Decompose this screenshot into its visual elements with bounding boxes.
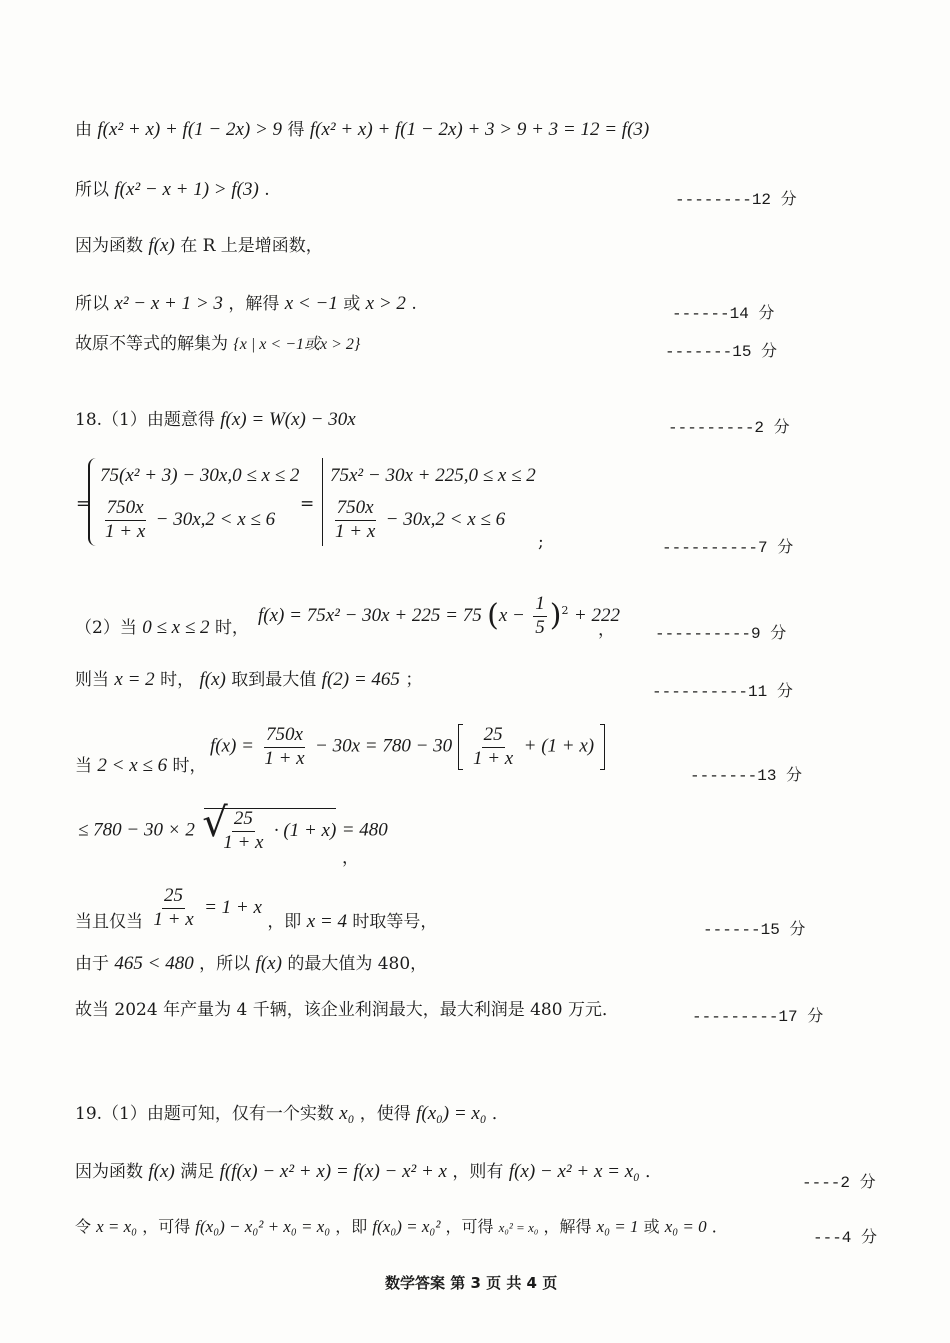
text: 的最大值为 480， [287, 954, 428, 974]
semicolon: ; [538, 532, 544, 552]
text: ，则有 [452, 1162, 504, 1182]
denominator: 5 [535, 616, 545, 638]
formula: x₀ = 1 [596, 1217, 639, 1236]
line-3 [75, 236, 323, 255]
fraction [151, 886, 195, 931]
text: 19.（1）由题可知，仅有一个实数 [75, 1104, 334, 1124]
l13-cond [75, 756, 207, 775]
line-15 [75, 886, 437, 931]
formula: x − [498, 604, 525, 626]
piece-eq-2: = [300, 494, 315, 514]
fraction [333, 498, 377, 543]
formula: + (1 + x) [523, 735, 595, 757]
formula: f(x) [199, 669, 226, 690]
score-11: ----------11 分 [652, 683, 793, 701]
text: 当且仅当 [75, 911, 143, 932]
formula: − 30x,2 < x ≤ 6 [385, 508, 506, 530]
text: 得 [287, 120, 305, 140]
q19-line-2 [75, 1162, 662, 1181]
text: ． [491, 1104, 509, 1124]
formula: 2 < x ≤ 6 [97, 755, 168, 776]
score-2a: ---------2 分 [668, 419, 790, 437]
piece2-row-1: 75x² − 30x + 225,0 ≤ x ≤ 2 [330, 465, 536, 486]
score-7: ----------7 分 [662, 539, 794, 557]
text: 或 [343, 294, 361, 314]
fraction [533, 594, 547, 639]
formula: f(x² + x) + f(1 − 2x) > 9 [97, 119, 283, 140]
paren-open: ( [487, 597, 499, 633]
paren-close: ) [549, 597, 562, 633]
formula: f(x² + x) + f(1 − 2x) + 3 > 9 + 3 = 12 = f(3) [309, 119, 650, 140]
q19-line-3 [75, 1218, 728, 1235]
formula: f(x) [148, 235, 175, 256]
text: 则当 [75, 670, 109, 690]
piece2-row-2 [330, 498, 505, 543]
text: 或 [643, 1217, 660, 1236]
l13-formula [210, 724, 605, 770]
denominator: 1 + x [223, 831, 264, 853]
ineq-comma: ， [342, 848, 359, 868]
score-14: ------14 分 [672, 305, 775, 323]
text: 18.（1）由题意得 [75, 410, 215, 430]
formula: f(f(x) − x² + x) = f(x) − x² + x [219, 1161, 447, 1182]
text: 令 [75, 1217, 92, 1236]
line-16 [75, 954, 427, 973]
formula: f(x² − x + 1) > f(3) [114, 179, 259, 200]
denominator: 1 + x [153, 908, 194, 930]
text: 时， [172, 756, 207, 776]
score-17: ---------17 分 [692, 1008, 824, 1026]
formula: x² − x + 1 > 3 [114, 293, 223, 314]
formula: f(x₀) = x₀² [372, 1217, 441, 1236]
denominator: 1 + x [105, 520, 146, 542]
bracket-open [458, 724, 463, 770]
bracket-close [600, 724, 605, 770]
page-footer: 数学答案 第 3 页 共 4 页 [385, 1274, 558, 1292]
sqrt [202, 800, 337, 854]
formula: x < −1 [284, 293, 338, 314]
brace-left-2 [322, 458, 329, 546]
formula: − 30x = 780 − 30 [315, 735, 453, 757]
numerator: 25 [232, 809, 255, 832]
numerator: 750x [105, 498, 146, 521]
q18-line [75, 410, 356, 429]
formula: = 480 [341, 819, 388, 841]
text: ； [405, 670, 423, 690]
formula: · (1 + x) [273, 819, 337, 841]
text: ． [645, 1162, 663, 1182]
fraction [103, 498, 147, 543]
formula: f(x₀) = x₀ [416, 1103, 487, 1124]
text: ． [711, 1217, 728, 1236]
formula: 0 ≤ x ≤ 2 [142, 617, 210, 638]
line-5 [75, 336, 360, 353]
formula: ≤ 780 − 30 × 2 [78, 819, 195, 841]
score-2b: ----2 分 [802, 1174, 876, 1192]
text: 时， [160, 670, 195, 690]
text: 所以 [75, 180, 109, 200]
text: 由于 [75, 954, 109, 974]
denominator: 1 + x [335, 520, 376, 542]
score-15a: -------15 分 [665, 343, 778, 361]
line-1 [75, 120, 649, 139]
line-2 [75, 180, 270, 199]
text: . [411, 294, 417, 314]
formula: x = x₀ [96, 1217, 138, 1236]
numerator: 750x [264, 725, 305, 748]
numerator: 25 [482, 725, 505, 748]
text: . [264, 180, 270, 200]
formula: f(x) = [210, 735, 254, 757]
formula: − 30x,2 < x ≤ 6 [155, 508, 276, 530]
fraction [471, 725, 515, 770]
formula: f(x) = 75x² − 30x + 225 = 75 [258, 604, 482, 626]
text: ，解得 [228, 294, 280, 314]
text: （2）当 [75, 618, 137, 638]
text: 所以 [75, 294, 109, 314]
formula: = 1 + x [204, 896, 262, 918]
text: ，即 [335, 1217, 368, 1236]
text: ，可得 [445, 1217, 494, 1236]
line-4 [75, 294, 417, 313]
formula: f(2) = 465 [321, 669, 400, 690]
p2-formula [258, 594, 620, 639]
text: 时取等号， [352, 911, 438, 932]
text: 时， [214, 618, 249, 638]
p2-cond [75, 618, 249, 637]
formula: x₀ = 0 [664, 1217, 707, 1236]
piece-eq: = [76, 494, 91, 514]
formula: x₀² = x₀ [498, 1220, 539, 1235]
text: ，解得 [543, 1217, 592, 1236]
text: ，即 [267, 911, 302, 932]
exponent: 2 [561, 603, 569, 617]
text: 因为函数 [75, 236, 143, 256]
numerator: 750x [335, 498, 376, 521]
formula: x₀ [339, 1103, 355, 1124]
score-4: ---4 分 [813, 1229, 878, 1247]
text: 当 [75, 756, 92, 776]
numerator: 1 [533, 594, 547, 617]
score-15b: ------15 分 [703, 921, 806, 939]
text: ，使得 [359, 1104, 411, 1124]
denominator: 1 + x [472, 747, 514, 769]
line-11 [75, 670, 422, 689]
formula: {x | x < −1或x > 2} [233, 336, 361, 353]
q19-line [75, 1104, 509, 1123]
text: ，所以 [199, 954, 251, 974]
piece-row-1: 75(x² + 3) − 30x,0 ≤ x ≤ 2 [100, 465, 300, 486]
text: 因为函数 [75, 1162, 143, 1182]
fraction [262, 725, 306, 770]
score-9: ----------9 分 [655, 625, 787, 643]
formula: x = 4 [306, 910, 347, 932]
sqrt-symbol: √ [202, 800, 228, 846]
formula: x = 2 [114, 669, 155, 690]
formula: f(x) − x² + x = x₀ [508, 1161, 640, 1182]
numerator: 25 [162, 886, 185, 909]
formula: + 222 [573, 604, 620, 626]
text: 由 [75, 120, 92, 140]
ineq-line [78, 800, 388, 854]
text: ，可得 [142, 1217, 191, 1236]
text: 取到最大值 [231, 670, 317, 690]
formula: x > 2 [365, 293, 406, 314]
text: 满足 [180, 1162, 215, 1182]
formula: f(x) [255, 953, 282, 974]
score-12: --------12 分 [675, 191, 797, 209]
line-17: 故当 2024 年产量为 4 千辆，该企业利润最大，最大利润是 480 万元． [75, 1000, 619, 1020]
brace-left-1 [88, 458, 98, 546]
text: 在 R 上是增函数， [180, 236, 323, 256]
score-13: -------13 分 [690, 767, 803, 785]
denominator: 1 + x [264, 747, 305, 769]
formula: f(x₀) − x₀² + x₀ = x₀ [195, 1217, 331, 1236]
p2-comma: ， [598, 620, 615, 640]
formula: f(x) = W(x) − 30x [220, 409, 356, 430]
formula: f(x) [148, 1161, 175, 1182]
text: 故原不等式的解集为 [75, 334, 228, 354]
piece-row-2 [100, 498, 275, 543]
formula: 465 < 480 [114, 953, 194, 974]
